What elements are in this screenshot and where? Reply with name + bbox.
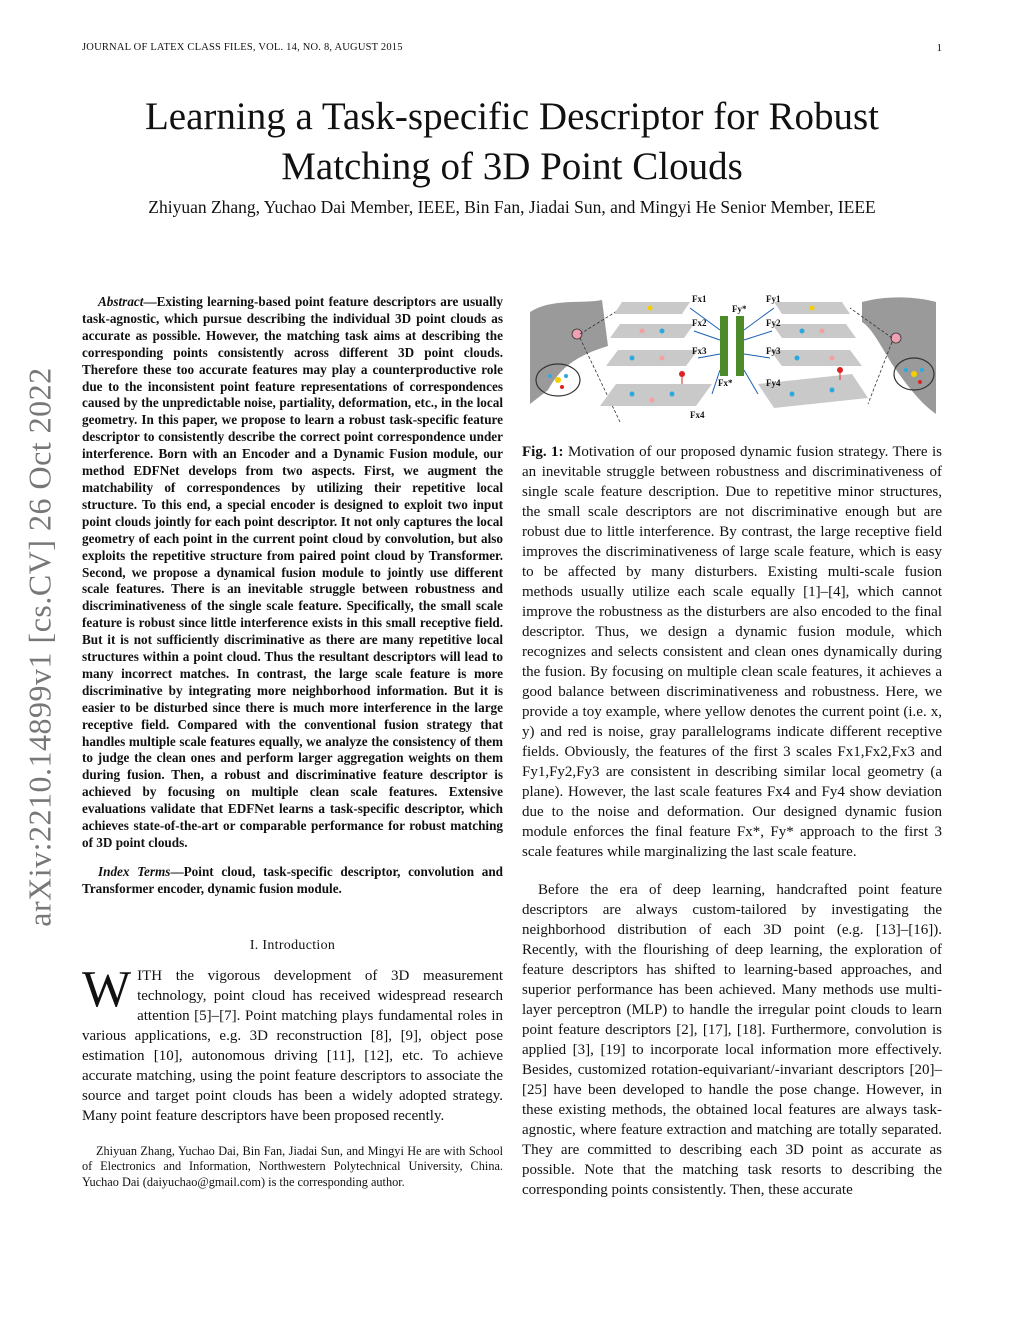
fusion-bar-x xyxy=(720,316,728,376)
right-paragraph: Before the era of deep learning, handcrafted point feature descriptors are always custom-tailored by investigating the neighborhood distribution of each 3D point (e.g. [13]–[16]). Recently, with the flourishing of deep learning, the exploration of feature descriptors has shifted to learning-based approaches, and superior performance has been achieved. Many methods use multi-layer perceptron (MLP) to handle the irregular point clouds to learn point feature descriptors [2], [17], [18]. Furthermore, convolution is applied [3], [19] to incorporate local information more effectively. Besides, customized rotation-equivariant/-invariant descriptors [20]–[25] have been developed to handle the pose change. However, in these existing methods, the obtained local features are always task-agnostic, where feature extraction and matching are totally separated. They are committed to describing each 3D point as accurate as possible. Note that the matching task resorts to describing the corresponding points consistently. Then, these accurate xyxy=(522,882,942,1198)
caption-label: Fig. 1: xyxy=(522,444,564,460)
figure-1 xyxy=(522,294,942,432)
label-fy-star: Fy* xyxy=(732,304,747,314)
arxiv-stamp xyxy=(20,352,60,942)
right-current-point xyxy=(911,371,917,377)
plane-y3 xyxy=(770,350,862,366)
left-current-point xyxy=(555,377,561,383)
point-x2 xyxy=(640,329,645,334)
right-feature-dot xyxy=(920,368,924,372)
label-fx-star: Fx* xyxy=(718,378,733,388)
noise-y4 xyxy=(837,367,843,373)
figure-caption xyxy=(522,442,942,862)
figure-diagram xyxy=(522,294,942,432)
section-heading: I. Introduction xyxy=(249,937,336,953)
index-terms xyxy=(82,864,503,898)
label-fx2: Fx2 xyxy=(692,318,707,328)
noise-x4 xyxy=(679,371,685,377)
point-y1 xyxy=(810,306,815,311)
right-column xyxy=(522,294,942,1200)
left-cloud-surface xyxy=(530,300,608,404)
right-feature-dot xyxy=(904,368,908,372)
point-x4b xyxy=(670,392,675,397)
abstract xyxy=(82,294,503,852)
point-y4b xyxy=(830,388,835,393)
title-line-1: Learning a Task-specific Descriptor for Robust xyxy=(144,95,880,138)
arrow-y4 xyxy=(744,370,758,394)
label-fx1: Fx1 xyxy=(692,294,707,304)
point-x3 xyxy=(630,356,635,361)
page-number: 1 xyxy=(936,42,942,54)
label-fx3: Fx3 xyxy=(692,346,707,356)
point-x2b xyxy=(660,329,665,334)
left-column xyxy=(82,294,503,1203)
label-fx4: Fx4 xyxy=(690,410,705,420)
abstract-lead: Abstract xyxy=(98,294,144,309)
plane-y2 xyxy=(772,324,856,338)
drop-cap: W xyxy=(82,960,132,1018)
arxiv-stamp-text: arXiv:2210.14899v1 [cs.CV] 26 Oct 2022 xyxy=(21,367,58,927)
point-y4 xyxy=(790,392,795,397)
fusion-bar-y xyxy=(736,316,744,376)
running-head: JOURNAL OF LATEX CLASS FILES, VOL. 14, NO. 8, AUGUST 2015 xyxy=(82,42,403,53)
index-terms-text: —Point cloud, task-specific descriptor, convolution and Transformer encoder, dynamic fusion module. xyxy=(82,863,503,896)
label-fy3: Fy3 xyxy=(766,346,781,356)
intro-text: ITH the vigorous development of 3D measurement technology, point cloud has received widespread research attention [5]–[7]. Point matching plays fundamental roles in various applications, e.g. 3D reconstruction [8], [9], object pose estimation [10], autonomous driving [11], [12], etc. To achieve accurate matching, using the point feature descriptors to associate the source and target point clouds has been a widely adopted strategy. Many point feature descriptors have been proposed recently. xyxy=(82,967,503,1124)
title-line-2: Matching of 3D Point Clouds xyxy=(281,145,743,188)
label-fy2: Fy2 xyxy=(766,318,781,328)
point-y3b xyxy=(830,356,835,361)
author-list: Zhiyuan Zhang, Yuchao Dai Member, IEEE, Bin Fan, Jiadai Sun, and Mingyi He Senior Member, IEEE xyxy=(148,197,876,217)
point-x4c xyxy=(650,398,655,403)
paper-title xyxy=(90,92,934,192)
intro-paragraph xyxy=(82,960,503,1126)
point-y3 xyxy=(795,356,800,361)
left-feature-dot xyxy=(564,374,568,378)
point-x4 xyxy=(630,392,635,397)
left-noise-dot xyxy=(560,385,564,389)
footnote: Zhiyuan Zhang, Yuchao Dai, Bin Fan, Jiadai Sun, and Mingyi He are with School of Electronics and Information, Northwestern Polytechnical University, China. Yuchao Dai (daiyuchao@gmail.com) is the corresponding author. xyxy=(82,1143,503,1189)
arrow-y2 xyxy=(744,331,772,340)
point-x3b xyxy=(660,356,665,361)
abstract-text: —Existing learning-based point feature descriptors are usually task-agnostic, which pursue describing the individual 3D point clouds as accurate as possible. However, the matching task aims at describing the corresponding points consistently across different 3D point clouds. Therefore these too accurate features may play a counterproductive role due to the inconsistent point feature representations of correspondences caused by the unpredictable noise, partiality, deformation, etc., in the local geometry. In this paper, we propose to learn a robust task-specific feature descriptor to consistently describe the correct point correspondence under interference. Born with an Encoder and a Dynamic Fusion module, our method EDFNet develops from two aspects. First, we augment the matchability of correspondences by utilizing their repetitive local structure. To this end, a special encoder is designed to exploit two input point clouds jointly for each point descriptor. It not only captures the local geometry of each point in the current point cloud by convolution, but also exploits the repetitive structure from paired point cloud by Transformer. Second, we propose a dynamical fusion module to jointly use different scale features. There is an inevitable struggle between robustness and discriminativeness of the single scale feature. Specifically, the small scale feature is robust since little interference exists in this small receptive field. But it is not sufficiently discriminative as there are many repetitive local structures within a point cloud. Thus the resultant descriptors will lead to many incorrect matches. In contrast, the large scale feature is more discriminative by integrating more neighborhood information. But it is easier to be disturbed since there is much more interference in the large receptive field. Compared with the conventional fusion strategy that handles multiple scale features equally, we analyze the consistency of them to judge the clean ones and perform larger aggregation weights on them during fusion. Then, a robust and discriminative feature descriptor is achieved by focusing on multiple clean scale features. Extensive evaluations validate that EDFNet learns a task-specific descriptor, which achieves state-of-the-art or comparable performance for robust matching of 3D point clouds. xyxy=(82,294,503,850)
point-y2 xyxy=(800,329,805,334)
caption-text: Motivation of our proposed dynamic fusion strategy. There is an inevitable struggle between robustness and discriminativeness of single scale feature description. Due to repetitive minor structures, the small scale descriptors are not discriminative enough but are robust due to little interference. By contrast, the large receptive field improves the discriminativeness of large scale feature, which is easy to be affected by many disturbers. Existing multi-scale fusion methods usually utilize each scale equally [1]–[4], which cannot improve the robustness as the disturbers are also encoded to the final descriptor. Thus, we design a dynamic fusion module, which recognizes and selects consistent and clean ones dynamically during the fusion. By focusing on multiple clean scale features, it achieves a good balance between discriminativeness and robustness. Here, we provide a toy example, where yellow denotes the current point (i.e. x, y) and red is noise, gray parallelograms indicate different receptive fields. Obviously, the features of the first 3 scales Fx1,Fx2,Fx3 and Fy1,Fy2,Fy3 are consistent in describing similar local geometry (a plane). However, the last scale features Fx4 and Fy4 show deviation due to the noise and deformation. Our designed dynamic fusion module enforces the final feature Fx*, Fy* approach to the first 3 scale features while marginalizing the last scale feature. xyxy=(522,444,942,860)
right-highlight xyxy=(891,333,901,343)
point-x1 xyxy=(648,306,653,311)
plane-x2 xyxy=(610,324,694,338)
plane-x4 xyxy=(600,384,712,406)
left-feature-dot xyxy=(548,374,552,378)
right-cloud-surface xyxy=(862,297,936,414)
label-fy4: Fy4 xyxy=(766,378,781,388)
point-y2b xyxy=(820,329,825,334)
label-fy1: Fy1 xyxy=(766,294,781,304)
right-noise-dot xyxy=(918,380,922,384)
plane-x3 xyxy=(606,350,698,366)
index-terms-lead: Index Terms xyxy=(98,863,171,879)
arrow-x2 xyxy=(694,331,720,340)
